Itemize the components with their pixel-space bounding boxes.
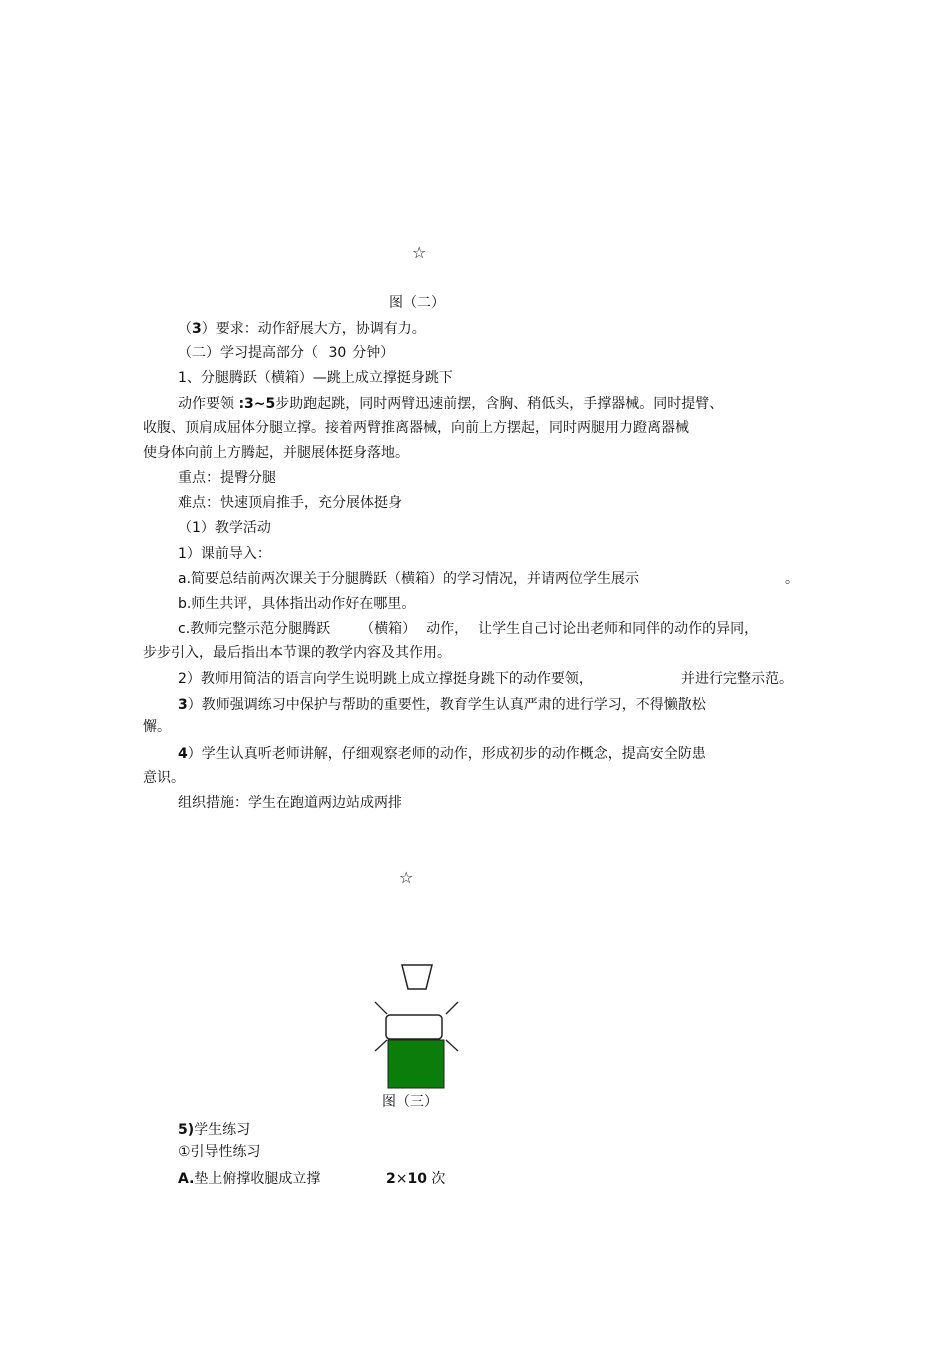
key-point: 重点：提臀分腿 [178, 470, 276, 486]
guided-practice: ①引导性练习 [178, 1144, 261, 1160]
spotter-line-bottom-right [446, 1040, 458, 1051]
star-symbol-1: ☆ [412, 243, 427, 262]
essentials-line-3: 使身体向前上方腾起，并腿展体挺身落地。 [143, 445, 409, 461]
requirement-line: （3）要求：动作舒展大方，协调有力。 [178, 321, 426, 337]
star-symbol-2: ☆ [399, 868, 414, 887]
step-4-line-2: 意识。 [143, 770, 185, 786]
step-a: a.简要总结前两次课关于分腿腾跃（横箱）的学习情况，并请两位学生展示 [178, 571, 640, 587]
practice-heading: 5)学生练习 [178, 1122, 251, 1138]
essentials-line-2: 收腹、顶肩成屈体分腿立撑。接着两臂推离器械，向前上方摆起，同时两腿用力蹬离器械 [143, 420, 689, 436]
difficult-point: 难点：快速顶肩推手，充分展体挺身 [178, 495, 402, 511]
practice-item-a: A.垫上俯撑收腿成立撑 [178, 1171, 321, 1187]
step-2-a: 2）教师用简洁的语言向学生说明跳上成立撑挺身跳下的动作要领， [178, 671, 593, 687]
figure-3-caption: 图（三） [382, 1094, 438, 1110]
spotter-line-bottom-left [375, 1040, 387, 1051]
step-4-line-1: 4）学生认真听老师讲解，仔细观察老师的动作，形成初步的动作概念，提高安全防患 [178, 746, 706, 762]
practice-item-a-count: 2×10 次 [386, 1171, 446, 1187]
step-3-line-1: 3）教师强调练习中保护与帮助的重要性，教育学生认真严肃的进行学习，不得懒散松 [178, 697, 706, 713]
spotter-line-top-right [446, 1002, 458, 1014]
item-1-title: 1、分腿腾跃（横箱）—跳上成立撑挺身跳下 [178, 370, 453, 386]
vaulting-box [386, 1015, 442, 1039]
essentials-line-1: 动作要领 :3~5步助跑起跳，同时两臂迅速前摆，含胸、稍低头，手撑器械。同时提臂、 [178, 396, 724, 412]
section-2-heading: （二）学习提高部分（ 30 分钟） [178, 345, 395, 361]
step-2-b: 并进行完整示范。 [681, 671, 793, 687]
step-a-end: 。 [785, 571, 799, 587]
figure-2-caption: 图（二） [389, 295, 445, 311]
step-c-line-2: 步步引入，最后指出本节课的教学内容及其作用。 [143, 645, 451, 661]
step-b: b.师生共评，具体指出动作好在哪里。 [178, 596, 416, 612]
spotter-line-top-left [375, 1002, 387, 1014]
teaching-activity-heading: （1）教学活动 [178, 520, 271, 536]
step-3-line-2: 懈。 [143, 719, 171, 735]
figure-3-diagram [368, 960, 488, 1090]
step-c-line-1: c.教师完整示范分腿腾跃 （横箱） 动作， 让学生自己讨论出老师和同伴的动作的异同， [178, 621, 759, 637]
organization-measure: 组织措施：学生在跑道两边站成两排 [178, 795, 402, 811]
landing-mat [388, 1040, 444, 1088]
pre-class-intro: 1）课前导入： [178, 546, 271, 562]
springboard-trapezoid [402, 965, 432, 989]
